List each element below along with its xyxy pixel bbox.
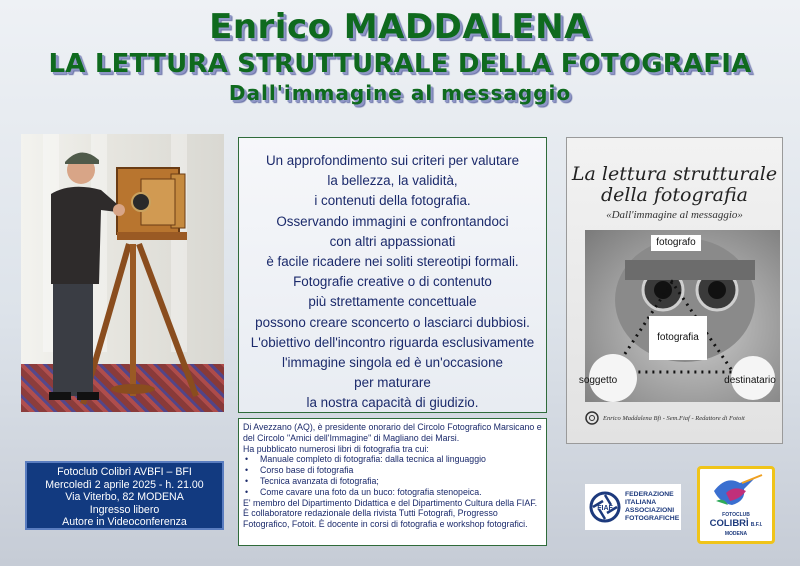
label-fotografia: fotografia [649,316,707,360]
photographer-photo [21,134,224,412]
fiaf-text [625,491,679,523]
colibri-name [700,518,772,529]
description-line: per maturare [354,375,431,391]
description-line: l'immagine singola ed è un'occasione [282,355,503,371]
description-line: Un approfondimento sui criteri per valutare [265,153,520,168]
colibri-city: MODENA [724,531,748,537]
description-line: Fotografie creative o di contenuto [293,274,492,290]
author-bio [238,418,547,546]
book-footer: Enrico Maddalena Bfi - Sem.Fiaf - Redattore di Fotoit [603,415,745,422]
fiaf-text-line: ITALIANA [625,499,657,506]
colibri-top: FOTOCLUB [722,512,750,518]
event-entry: Ingresso libero [89,503,160,516]
bio-books-intro: Ha pubblicato numerosi libri di fotografia tra cui: [243,443,429,454]
aperture-icon [585,411,599,425]
description-line: più strettamente concettuale [308,294,477,310]
bio-intro: Di Avezzano (AQ), è presidente onorario del Circolo Fotografico Marsicano e del Circolo "Amici dell'Immagine" di Magliano dei Marsi. [243,422,542,443]
list-item: • Come cavare una foto da un buco: fotografia stenopeica. [243,487,542,498]
fiaf-aperture-icon [589,491,621,523]
list-item: • Corso base di fotografia [243,465,542,476]
book-cover [566,137,783,444]
description-line: Osservando immagini e confrontandoci [276,213,509,229]
event-title: LA LETTURA STRUTTURALE DELLA FOTOGRAFIA [48,49,752,79]
book-title [567,164,782,206]
fiaf-text-line: FOTOGRAFICHE [625,515,680,522]
book-subtitle: «Dall'immagine al messaggio» [606,209,743,221]
description-line: L'obiettivo dell'incontro riguarda esclusivamente [250,334,535,350]
event-subtitle: Dall'immagine al messaggio [228,81,572,105]
event-date: Mercoledì 2 aprile 2025 - h. 21.00 [45,478,204,491]
description-line: la nostra capacità di giudizio. [306,395,479,411]
fiaf-text-line: FEDERAZIONE [625,491,674,498]
bio-books-list [243,454,542,497]
book-title-line: della fotografia [600,184,749,206]
list-item: • Tecnica avanzata di fotografia; [243,476,542,487]
bio-collab: È collaboratore redazionale della rivista Tutti Fotografi, Progresso Fotografico, Fotoit. È docente in corsi di fotografia e workshop fotografici. [243,508,528,530]
colibri-suffix: B.F.I. [750,522,763,528]
fiaf-logo [585,484,681,530]
description-box [238,137,547,413]
event-mode: Autore in Videoconferenza [62,516,187,529]
description-line: possono creare sconcerto o lasciarci dubbiosi. [255,314,530,330]
colibri-name-text: COLIBRÌ [709,518,749,529]
event-address: Via Viterbo, 82 MODENA [65,491,184,504]
author-name: Enrico MADDALENA [209,7,591,47]
hummingbird-icon [706,471,766,511]
label-soggetto: soggetto [578,375,618,386]
colibri-logo [697,466,775,544]
label-fotografo: fotografo [651,235,701,251]
description-line: con altri appassionati [329,233,456,249]
photographer-camera-illustration [21,134,224,412]
title-block [0,8,800,106]
fiaf-acronym: FIAF [597,505,613,512]
event-club: Fotoclub Colibrì AVBFI – BFI [57,466,192,478]
list-item: • Manuale completo di fotografia: dalla tecnica al linguaggio [243,454,542,465]
description-line: è facile ricadere nei soliti stereotipi formali. [266,254,519,270]
fiaf-text-line: ASSOCIAZIONI [625,507,675,514]
description-line: la bellezza, la validità, [327,173,458,189]
event-info-box [25,461,224,530]
bio-member: E' membro del Dipartimento Didattica e del Dipartimento Cultura della FIAF. [243,497,538,508]
book-title-line: La lettura strutturale [571,163,778,185]
description-line: i contenuti della fotografia. [314,193,471,209]
label-destinatario: destinatario [724,375,776,386]
